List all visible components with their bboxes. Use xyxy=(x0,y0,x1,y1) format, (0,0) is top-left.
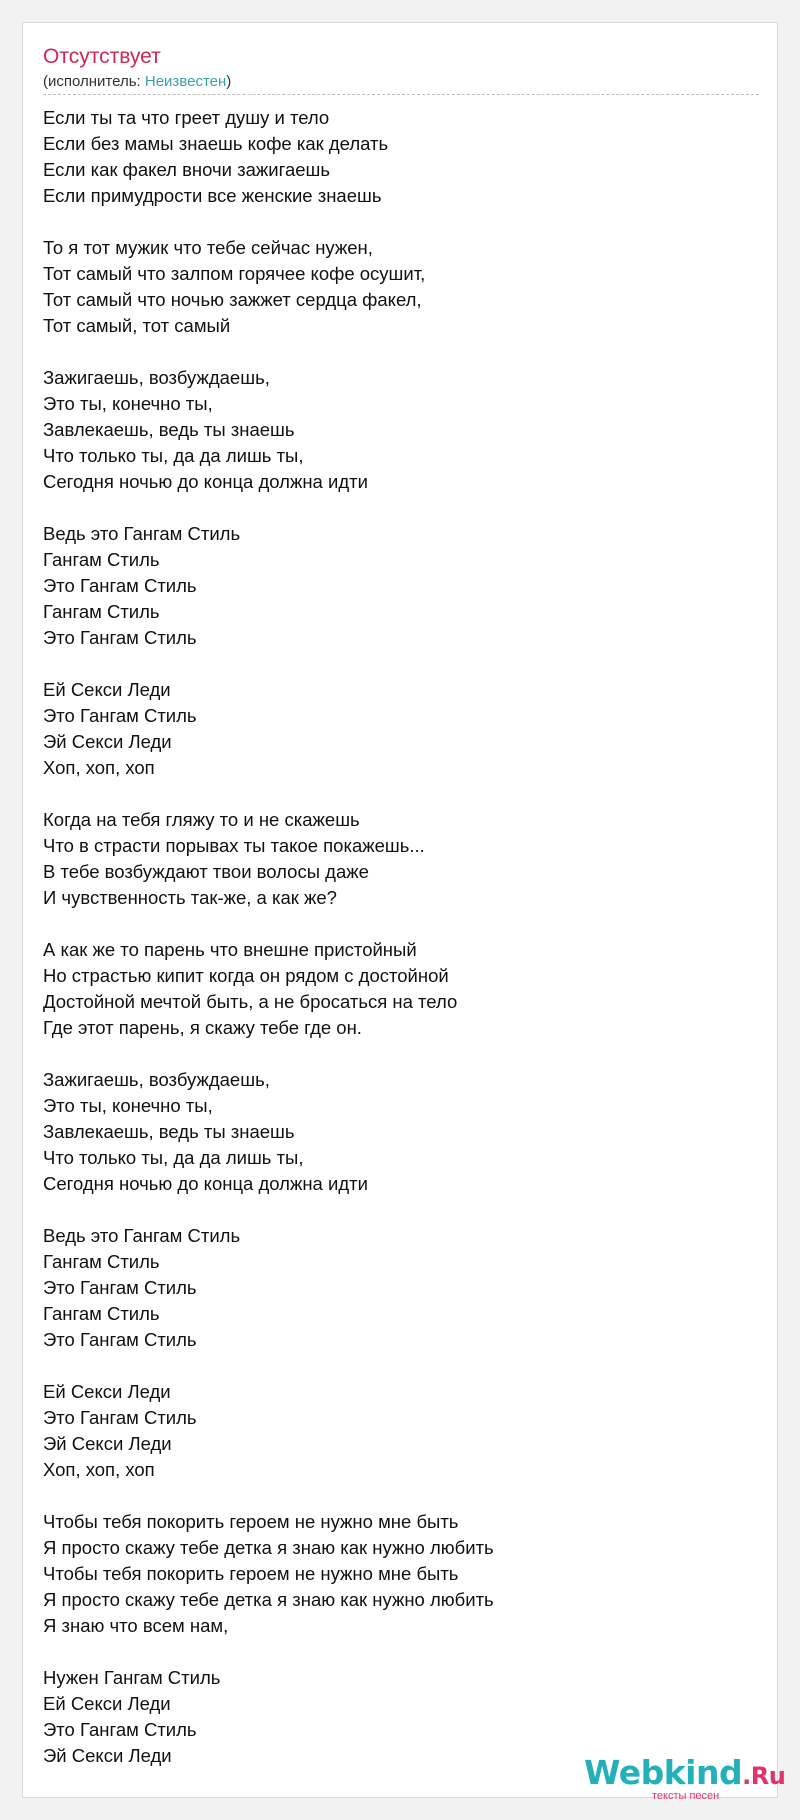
lyrics-line: Что только ты, да да лишь ты, xyxy=(43,445,304,466)
lyrics-line: Я знаю что всем нам, xyxy=(43,1615,229,1636)
lyrics-line: Чтобы тебя покорить героем не нужно мне быть xyxy=(43,1563,459,1584)
lyrics-line: Ведь это Гангам Стиль xyxy=(43,1225,241,1246)
lyrics-line: Это Гангам Стиль xyxy=(43,575,197,596)
lyrics-line: Где этот парень, я скажу тебе где он. xyxy=(43,1017,362,1038)
lyrics-line: Если без мамы знаешь кофе как делать xyxy=(43,133,389,154)
lyrics-line: В тебе возбуждают твои волосы даже xyxy=(43,861,369,882)
lyrics-line: Завлекаешь, ведь ты знаешь xyxy=(43,1121,295,1142)
lyrics-line: Хоп, хоп, хоп xyxy=(43,1459,155,1480)
lyrics-stanza xyxy=(43,1067,743,1197)
lyrics-line: Сегодня ночью до конца должна идти xyxy=(43,1173,368,1194)
divider xyxy=(43,94,759,95)
lyrics-line: Гангам Стиль xyxy=(43,549,160,570)
lyrics-line: То я тот мужик что тебе сейчас нужен, xyxy=(43,237,373,258)
artist-link[interactable]: Неизвестен xyxy=(144,73,227,90)
lyrics-line: А как же то парень что внешне пристойный xyxy=(43,939,417,960)
lyrics-stanza xyxy=(43,677,743,781)
lyrics-line: Эй Секси Леди xyxy=(43,731,172,752)
lyrics-line: Это ты, конечно ты, xyxy=(43,393,213,414)
lyrics-line: Это Гангам Стиль xyxy=(43,1329,197,1350)
lyrics-line: Эй Секси Леди xyxy=(43,1433,172,1454)
lyrics-line: Это Гангам Стиль xyxy=(43,1407,197,1428)
lyrics-line: Ей Секси Леди xyxy=(43,1693,171,1714)
artist-line xyxy=(43,73,231,91)
lyrics-line: Тот самый, тот самый xyxy=(43,315,231,336)
lyrics-line: Сегодня ночью до конца должна идти xyxy=(43,471,368,492)
lyrics-line: Если примудрости все женские знаешь xyxy=(43,185,382,206)
lyrics-stanza xyxy=(43,1223,743,1353)
lyrics-line: Достойной мечтой быть, а не бросаться на тело xyxy=(43,991,458,1012)
lyrics-line: Хоп, хоп, хоп xyxy=(43,757,155,778)
lyrics-line: Гангам Стиль xyxy=(43,601,160,622)
lyrics-card xyxy=(22,22,786,1802)
lyrics-line: Но страстью кипит когда он рядом с достойной xyxy=(43,965,449,986)
lyrics-line: Если ты та что греет душу и тело xyxy=(43,107,330,128)
lyrics-line: Чтобы тебя покорить героем не нужно мне быть xyxy=(43,1511,459,1532)
lyrics-text xyxy=(43,105,743,1769)
logo-domain: .Ru xyxy=(742,1762,786,1790)
lyrics-line: Это Гангам Стиль xyxy=(43,1719,197,1740)
lyrics-line: Это Гангам Стиль xyxy=(43,1277,197,1298)
lyrics-line: Эй Секси Леди xyxy=(43,1745,172,1766)
lyrics-line: Ведь это Гангам Стиль xyxy=(43,523,241,544)
lyrics-stanza xyxy=(43,937,743,1041)
lyrics-line: Тот самый что ночью зажжет сердца факел, xyxy=(43,289,422,310)
lyrics-line: Ей Секси Леди xyxy=(43,1381,171,1402)
lyrics-stanza xyxy=(43,1379,743,1483)
site-logo xyxy=(584,1753,786,1809)
lyrics-line: Зажигаешь, возбуждаешь, xyxy=(43,367,270,388)
lyrics-line: Что только ты, да да лишь ты, xyxy=(43,1147,304,1168)
lyrics-stanza xyxy=(43,807,743,911)
lyrics-line: Тот самый что залпом горячее кофе осушит, xyxy=(43,263,426,284)
song-title: Отсутствует xyxy=(43,45,161,68)
lyrics-line: Когда на тебя гляжу то и не скажешь xyxy=(43,809,360,830)
lyrics-line: Что в страсти порывах ты такое покажешь... xyxy=(43,835,425,856)
lyrics-line: Гангам Стиль xyxy=(43,1251,160,1272)
lyrics-line: Гангам Стиль xyxy=(43,1303,160,1324)
lyrics-line: Завлекаешь, ведь ты знаешь xyxy=(43,419,295,440)
artist-prefix: (исполнитель: xyxy=(43,73,145,90)
logo-name: Webkind xyxy=(584,1753,743,1792)
artist-suffix: ) xyxy=(226,73,232,90)
lyrics-line: И чувственность так-же, а как же? xyxy=(43,887,337,908)
lyrics-line: Это Гангам Стиль xyxy=(43,705,197,726)
lyrics-stanza xyxy=(43,105,743,209)
logo-tagline: тексты песен xyxy=(652,1790,720,1802)
lyrics-line: Я просто скажу тебе детка я знаю как нужно любить xyxy=(43,1589,494,1610)
lyrics-line: Это Гангам Стиль xyxy=(43,627,197,648)
lyrics-stanza xyxy=(43,521,743,651)
lyrics-line: Я просто скажу тебе детка я знаю как нужно любить xyxy=(43,1537,494,1558)
lyrics-line: Зажигаешь, возбуждаешь, xyxy=(43,1069,270,1090)
lyrics-line: Ей Секси Леди xyxy=(43,679,171,700)
lyrics-stanza xyxy=(43,1509,743,1639)
lyrics-stanza xyxy=(43,365,743,495)
lyrics-stanza xyxy=(43,235,743,339)
lyrics-line: Это ты, конечно ты, xyxy=(43,1095,213,1116)
lyrics-line: Если как факел вночи зажигаешь xyxy=(43,159,331,180)
lyrics-line: Нужен Гангам Стиль xyxy=(43,1667,221,1688)
